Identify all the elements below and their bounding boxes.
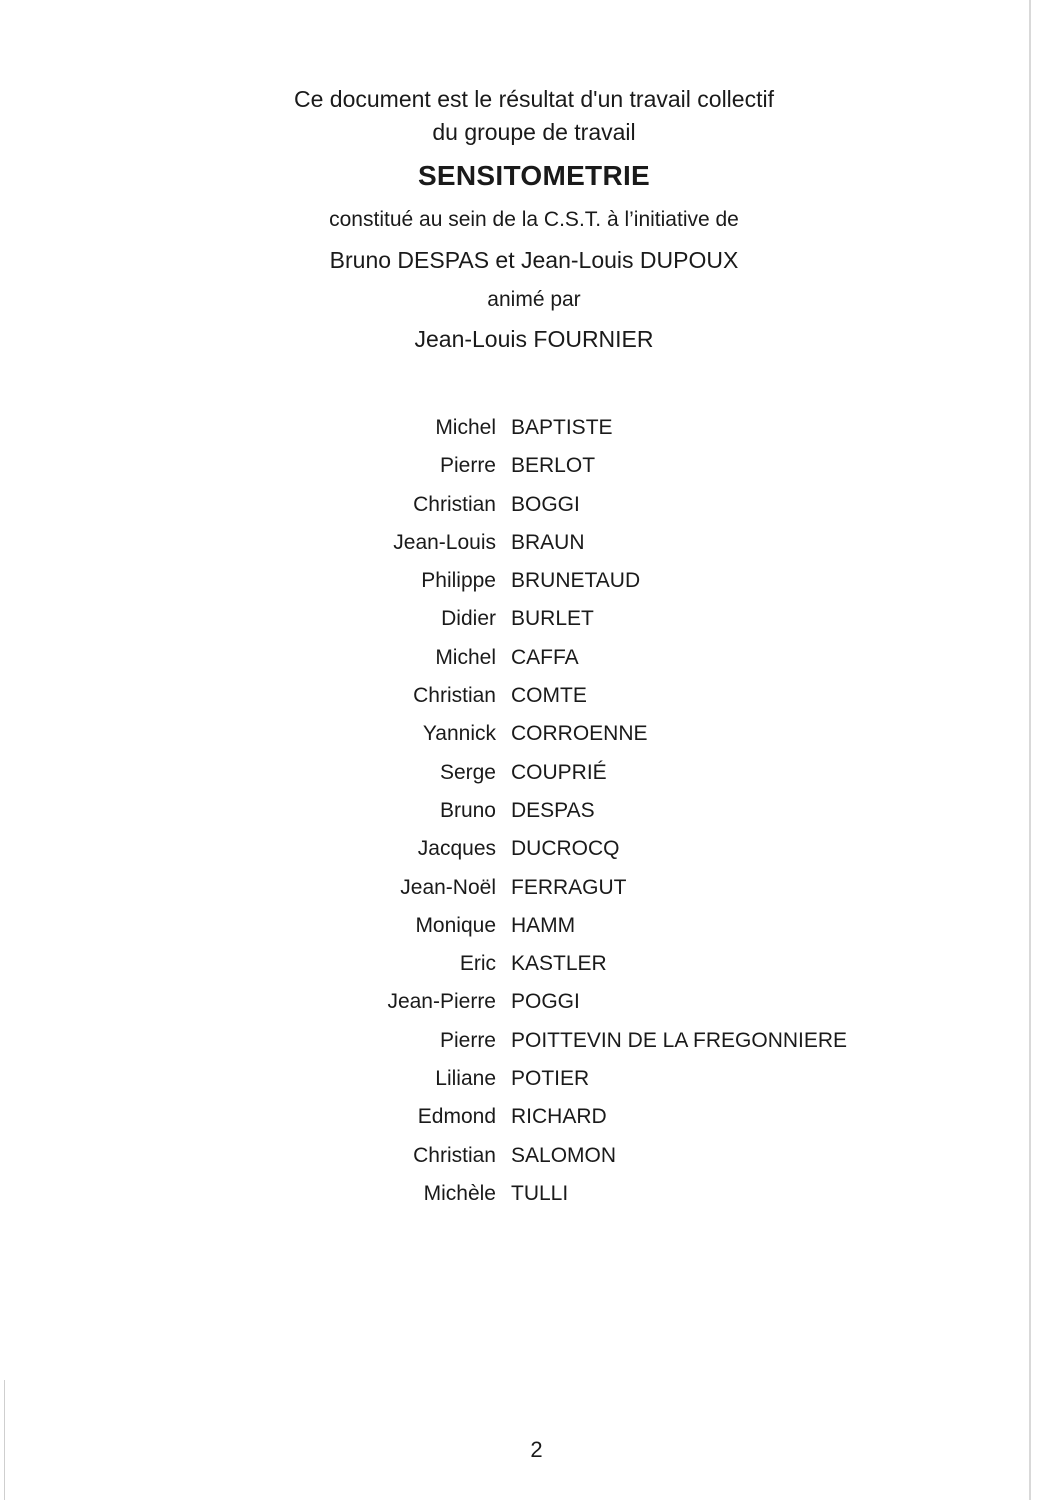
member-first-name: Christian — [413, 492, 496, 516]
member-row — [0, 564, 1037, 602]
member-first-name: Jean-Louis — [393, 530, 496, 554]
member-first-name: Serge — [439, 760, 496, 784]
member-row — [0, 1100, 1037, 1138]
member-first-name: Pierre — [439, 454, 496, 478]
member-last-name: BERLOT — [511, 454, 596, 478]
member-first-name: Michel — [435, 416, 496, 439]
member-row — [0, 488, 1037, 526]
member-last-name: COUPRIÉ — [511, 760, 607, 784]
member-last-name: POITTEVIN DE LA FREGONNIERE — [511, 1028, 848, 1052]
intro-line-2: du groupe de travail — [432, 119, 636, 145]
member-last-name: BRUNETAUD — [511, 569, 641, 593]
member-row — [0, 1177, 1037, 1215]
member-row — [0, 641, 1037, 679]
member-row — [0, 602, 1037, 640]
member-last-name: BOGGI — [511, 492, 580, 516]
member-first-name: Michel — [435, 645, 496, 669]
member-last-name: DESPAS — [511, 798, 595, 822]
member-row — [0, 679, 1037, 717]
member-list — [0, 411, 1037, 1215]
member-first-name: Bruno — [439, 798, 496, 822]
member-last-name: DUCROCQ — [511, 837, 620, 861]
member-row — [0, 449, 1037, 487]
member-row — [0, 526, 1037, 564]
member-last-name: CORROENNE — [511, 722, 648, 746]
member-last-name: HAMM — [511, 913, 576, 937]
member-first-name: Christian — [413, 1143, 496, 1167]
member-row — [0, 794, 1037, 832]
member-last-name: CAFFA — [511, 645, 579, 669]
member-last-name: FERRAGUT — [511, 875, 627, 899]
member-row — [0, 832, 1037, 870]
intro-line-3: constitué au sein de la C.S.T. à l’initiative de — [329, 208, 739, 231]
member-last-name: BURLET — [511, 607, 594, 631]
member-last-name: SALOMON — [511, 1143, 617, 1167]
member-first-name: Edmond — [417, 1105, 496, 1129]
intro-line-4: animé par — [487, 288, 581, 311]
member-row — [0, 411, 1037, 449]
member-row — [0, 985, 1037, 1023]
group-leader: Jean-Louis FOURNIER — [414, 326, 654, 352]
member-first-name: Yannick — [422, 722, 496, 746]
page-number: 2 — [530, 1437, 543, 1462]
member-last-name: POTIER — [511, 1067, 590, 1091]
intro-line-1: Ce document est le résultat d'un travail collectif — [294, 86, 774, 112]
member-first-name: Christian — [413, 684, 496, 708]
member-first-name: Pierre — [439, 1028, 496, 1052]
member-first-name: Eric — [459, 952, 496, 976]
document-title: SENSITOMETRIE — [417, 160, 651, 191]
member-last-name: TULLI — [511, 1181, 569, 1205]
member-first-name: Michèle — [423, 1181, 496, 1205]
member-last-name: BRAUN — [511, 530, 585, 554]
member-row — [0, 871, 1037, 909]
member-row — [0, 1139, 1037, 1177]
member-last-name: KASTLER — [511, 952, 607, 976]
initiators: Bruno DESPAS et Jean-Louis DUPOUX — [329, 247, 739, 273]
member-row — [0, 1062, 1037, 1100]
member-first-name: Monique — [415, 913, 496, 937]
member-first-name: Liliane — [435, 1067, 496, 1091]
member-last-name: RICHARD — [511, 1105, 607, 1129]
member-row — [0, 1024, 1037, 1062]
member-first-name: Jean-Noël — [400, 875, 496, 899]
member-first-name: Didier — [441, 607, 496, 631]
member-first-name: Philippe — [421, 569, 496, 593]
member-row — [0, 947, 1037, 985]
member-last-name: BAPTISTE — [511, 416, 613, 439]
member-first-name: Jean-Pierre — [387, 990, 496, 1014]
member-row — [0, 717, 1037, 755]
member-first-name: Jacques — [417, 837, 496, 861]
member-row — [0, 756, 1037, 794]
member-last-name: POGGI — [511, 990, 580, 1014]
member-row — [0, 909, 1037, 947]
member-last-name: COMTE — [511, 684, 587, 708]
